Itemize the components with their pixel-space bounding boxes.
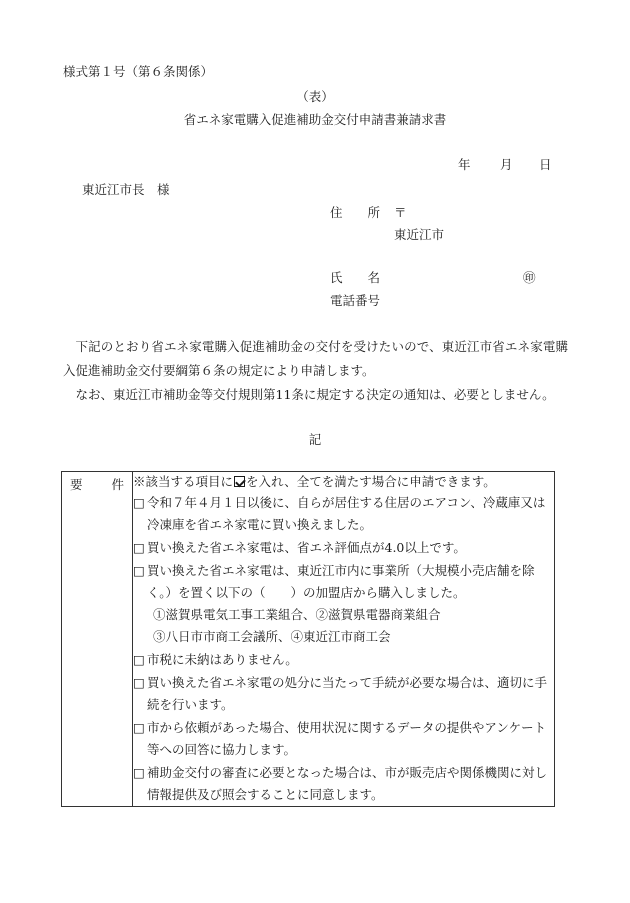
postal-mark: 〒 (394, 205, 407, 220)
requirements-label-right: 件 (111, 477, 124, 492)
requirements-note: ※該当する項目に を入れ、全てを満たす場合に申請できます。 (133, 474, 496, 489)
seal-mark: ㊞ (523, 270, 536, 285)
requirement-checkbox[interactable]: □ (133, 675, 145, 690)
date-month-label: 月 (500, 157, 513, 172)
requirements-content-cell (133, 472, 555, 807)
requirement-checkbox[interactable]: □ (133, 652, 145, 667)
phone-label: 電話番号 (330, 293, 381, 308)
requirement-checkbox[interactable]: □ (133, 563, 145, 578)
date-year-label: 年 (458, 157, 471, 172)
requirement-checkbox[interactable]: □ (133, 540, 145, 555)
address-city: 東近江市 (394, 227, 445, 242)
requirement-checkbox[interactable]: □ (133, 495, 145, 510)
requirement-text: 令和７年４月１日以後に、自らが居住する住居のエアコン、冷蔵庫又は冷凍庫を省エネ家電に買い換えました。 (147, 495, 546, 532)
requirement-item-tax (133, 649, 554, 671)
form-number: 様式第１号（第６条関係） (63, 64, 214, 79)
requirement-text: 買い換えた省エネ家電は、省エネ評価点が4.0以上です。 (147, 540, 466, 555)
requirement-text: 市税に未納はありません。 (147, 652, 298, 667)
requirement-text: 買い換えた省エネ家電は、東近江市内に事業所（大規模小売店舗を除く。）を置く以下の（ ）の加盟店から購入しました。 (147, 563, 535, 600)
association-list-line-2: ③八日市市商工会議所、④東近江市商工会 (153, 629, 391, 644)
requirements-label-cell (62, 472, 133, 807)
notice-paragraph: なお、東近江市補助金等交付規則第11条に規定する決定の通知は、必要としません。 (75, 387, 555, 402)
requirement-checkbox[interactable]: □ (133, 720, 145, 735)
page-title: 省エネ家電購入促進補助金交付申請書兼請求書 (183, 112, 447, 127)
requirement-text: 市から依頼があった場合、使用状況に関するデータの提供やアンケート等への回答に協力します。 (147, 720, 547, 757)
statement-paragraph: 下記のとおり省エネ家電購入促進補助金の交付を受けたいので、東近江市省エネ家電購入促進補助金交付要綱第６条の規定により申請します。 (63, 339, 568, 378)
requirement-item-disposal (133, 672, 554, 716)
requirement-item-store (133, 560, 554, 604)
requirements-label-left: 要 (70, 477, 83, 492)
requirement-item-survey (133, 717, 554, 761)
side-label: （表） (296, 89, 334, 104)
application-statement (63, 335, 568, 407)
requirement-checkbox[interactable]: □ (133, 765, 145, 780)
checked-box-icon (234, 476, 245, 487)
requirement-text: 買い換えた省エネ家電の処分に当たって手続が必要な場合は、適切に手続を行います。 (147, 675, 548, 712)
requirement-item-purchase (133, 492, 554, 536)
name-label: 氏 名 (330, 270, 381, 285)
addressee: 東近江市長 様 (82, 182, 170, 197)
requirement-item-efficiency (133, 537, 554, 559)
requirement-item-consent (133, 762, 554, 806)
ki-heading: 記 (308, 432, 322, 447)
requirement-text: 補助金交付の審査に必要となった場合は、市が販売店や関係機関に対し情報提供及び照会することに同意します。 (147, 765, 548, 802)
association-list-line-1: ①滋賀県電気工事工業組合、②滋賀県電器商業組合 (153, 607, 441, 622)
requirements-table (61, 471, 555, 807)
date-day-label: 日 (539, 157, 552, 172)
address-label: 住 所 (330, 205, 381, 220)
